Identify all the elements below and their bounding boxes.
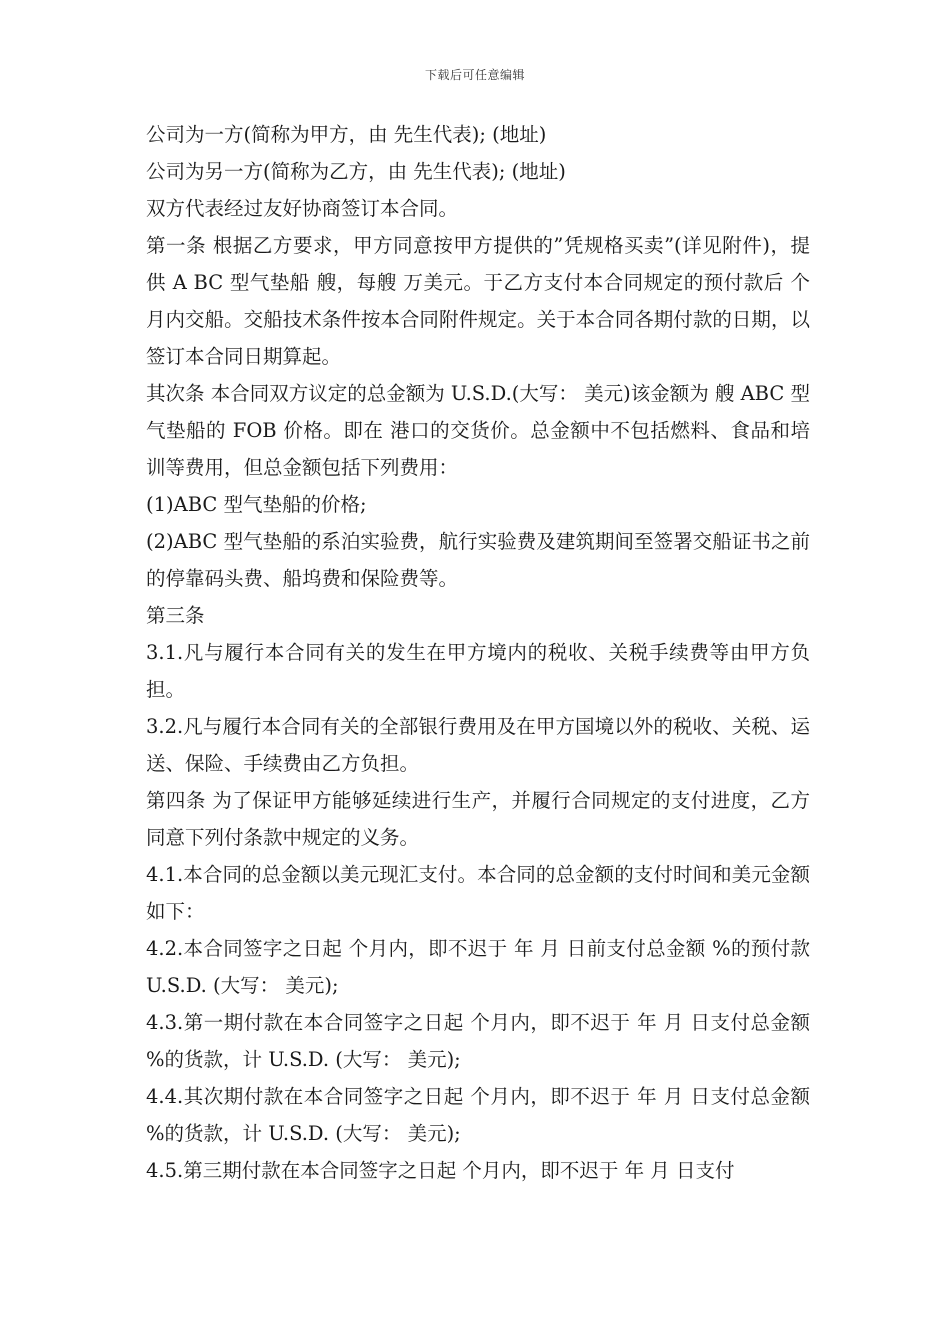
paragraph-clause-4-5: 4.5.第三期付款在本合同签字之日起 个月内，即不迟于 年 月 日支付 <box>146 1159 735 1182</box>
paragraph-clause-4-3: 4.3.第一期付款在本合同签字之日起 个月内，即不迟于 年 月 日支付总金额 %的货款，计 U.S.D. (大写： 美元); <box>146 1011 810 1071</box>
paragraph-clause-3-1: 3.1.凡与履行本合同有关的发生在甲方境内的税收、关税手续费等由甲方负担。 <box>146 641 810 701</box>
paragraph-party-a: 公司为一方(简称为甲方，由 先生代表); (地址) <box>146 123 547 146</box>
paragraph-article-3-title: 第三条 <box>146 604 205 627</box>
paragraph-clause-4-4: 4.4.其次期付款在本合同签字之日起 个月内，即不迟于 年 月 日支付总金额 %的货款，计 U.S.D. (大写： 美元); <box>146 1085 810 1145</box>
paragraph-item-2: (2)ABC 型气垫船的系泊实验费，航行实验费及建筑期间至签署交船证书之前的停靠码头费、船坞费和保险费等。 <box>146 530 810 590</box>
paragraph-intro: 双方代表经过友好协商签订本合同。 <box>146 197 459 220</box>
paragraph-article-1: 第一条 根据乙方要求，甲方同意按甲方提供的”凭规格买卖”(详见附件)，提供 A BC 型气垫船 艘，每艘 万美元。于乙方支付本合同规定的预付款后 个月内交船。交船技术条件按本合同附件规定。关于本合同各期付款的日期，以签订本合同日期算起。 <box>146 234 810 368</box>
document-body <box>146 116 810 1189</box>
paragraph-item-1: (1)ABC 型气垫船的价格; <box>146 493 367 516</box>
paragraph-article-4: 第四条 为了保证甲方能够延续进行生产，并履行合同规定的支付进度，乙方同意下列付条款中规定的义务。 <box>146 789 810 849</box>
paragraph-clause-4-2: 4.2.本合同签字之日起 个月内，即不迟于 年 月 日前支付总金额 %的预付款 U.S.D. (大写： 美元); <box>146 937 810 997</box>
paragraph-article-2: 其次条 本合同双方议定的总金额为 U.S.D.(大写： 美元)该金额为 艘 ABC 型气垫船的 FOB 价格。即在 港口的交货价。总金额中不包括燃料、食品和培训等费用，但总金额包括下列费用： <box>146 382 810 479</box>
page-header: 下载后可任意编辑 <box>424 68 525 82</box>
paragraph-party-b: 公司为另一方(简称为乙方，由 先生代表); (地址) <box>146 160 566 183</box>
paragraph-clause-3-2: 3.2.凡与履行本合同有关的全部银行费用及在甲方国境以外的税收、关税、运送、保险、手续费由乙方负担。 <box>146 715 810 775</box>
paragraph-clause-4-1: 4.1.本合同的总金额以美元现汇支付。本合同的总金额的支付时间和美元金额如下： <box>146 863 810 923</box>
